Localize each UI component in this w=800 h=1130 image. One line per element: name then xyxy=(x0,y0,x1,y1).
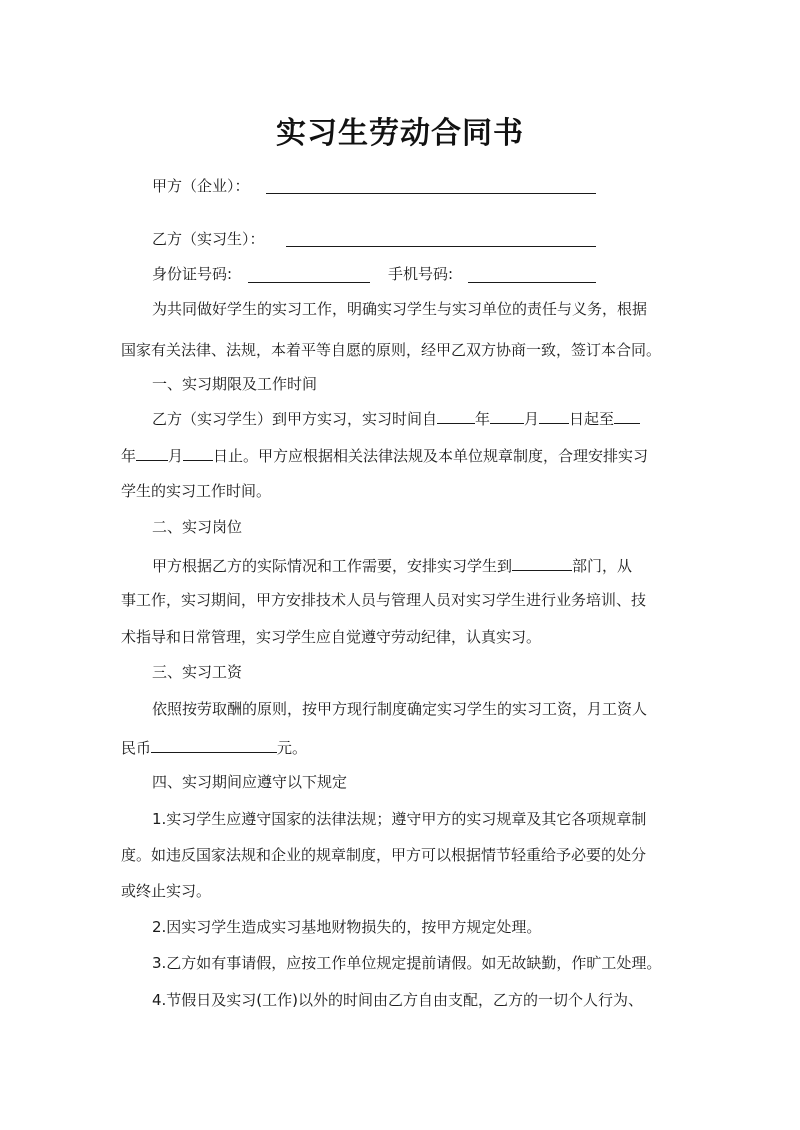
document-title: 实习生劳动合同书 xyxy=(276,116,524,151)
intro-line-1: 为共同做好学生的实习工作，明确实习学生与实习单位的责任与义务，根据 xyxy=(152,300,648,318)
section-2-heading: 二、实习岗位 xyxy=(152,518,243,536)
intro-line-2: 国家有关法律、法规，本着平等自愿的原则，经甲乙双方协商一致，签订本合同。 xyxy=(121,341,662,359)
s1-l1-year: 年 xyxy=(475,410,491,428)
s1-l1-dayto: 日起至 xyxy=(569,410,615,428)
s1-l2-rest: 日止。甲方应根据相关法律法规及本单位规章制度，合理安排实习 xyxy=(213,447,649,465)
s3-l2-unit: 元。 xyxy=(277,739,308,757)
section-3-line-2 xyxy=(121,736,307,758)
start-month-blank[interactable] xyxy=(490,407,524,424)
section-4-item-2: 2.因实习学生造成实习基地财物损失的，按甲方规定处理。 xyxy=(152,918,542,936)
phone-blank[interactable] xyxy=(468,281,596,283)
section-3-line-1: 依照按劳取酬的原则，按甲方现行制度确定实习学生的实习工资，月工资人 xyxy=(152,700,648,718)
section-3-heading: 三、实习工资 xyxy=(152,663,243,681)
s1-l1-text: 乙方（实习学生）到甲方实习，实习时间自 xyxy=(152,410,438,428)
section-1-line-1 xyxy=(152,407,640,429)
section-4-item-3: 3.乙方如有事请假，应按工作单位规定提前请假。如无故缺勤，作旷工处理。 xyxy=(152,954,662,972)
start-day-blank[interactable] xyxy=(539,407,569,424)
section-2-line-2: 事工作，实习期间，甲方安排技术人员与管理人员对实习学生进行业务培训、技 xyxy=(121,591,647,609)
section-1-heading: 一、实习期限及工作时间 xyxy=(152,375,318,393)
section-4-item-4: 4.节假日及实习(工作)以外的时间由乙方自由支配，乙方的一切个人行为、 xyxy=(152,991,644,1009)
department-blank[interactable] xyxy=(512,554,572,571)
phone-label: 手机号码: xyxy=(388,265,454,283)
section-4-heading: 四、实习期间应遵守以下规定 xyxy=(152,773,348,791)
id-number-label: 身份证号码: xyxy=(152,265,233,283)
monthly-wage-blank[interactable] xyxy=(151,736,277,753)
s1-l2-year: 年 xyxy=(121,447,137,465)
s2-l1-text: 甲方根据乙方的实际情况和工作需要，安排实习学生到 xyxy=(152,557,513,575)
party-a-label: 甲方（企业）： xyxy=(152,177,250,195)
party-b-blank[interactable] xyxy=(286,245,596,247)
s3-l2-text: 民币 xyxy=(121,739,152,757)
s2-l1-rest: 部门，从 xyxy=(572,557,633,575)
end-month-blank[interactable] xyxy=(136,444,168,461)
section-4-item-1-line-2: 度。如违反国家法规和企业的规章制度，甲方可以根据情节轻重给予必要的处分 xyxy=(121,846,647,864)
section-2-line-1 xyxy=(152,554,632,576)
section-1-line-2 xyxy=(121,444,648,466)
id-number-blank[interactable] xyxy=(248,281,370,283)
party-b-label: 乙方（实习生）： xyxy=(152,230,265,248)
end-year-blank[interactable] xyxy=(614,407,640,424)
party-a-blank[interactable] xyxy=(266,192,596,194)
section-4-item-1-line-3: 或终止实习。 xyxy=(121,882,212,900)
start-year-blank[interactable] xyxy=(437,407,475,424)
s1-l2-month: 月 xyxy=(168,447,184,465)
end-day-blank[interactable] xyxy=(183,444,213,461)
section-1-line-3: 学生的实习工作时间。 xyxy=(121,482,272,500)
section-4-item-1-line-1: 1.实习学生应遵守国家的法律法规；遵守甲方的实习规章及其它各项规章制 xyxy=(152,810,647,828)
section-2-line-3: 术指导和日常管理，实习学生应自觉遵守劳动纪律，认真实习。 xyxy=(121,628,542,646)
s1-l1-month: 月 xyxy=(524,410,540,428)
